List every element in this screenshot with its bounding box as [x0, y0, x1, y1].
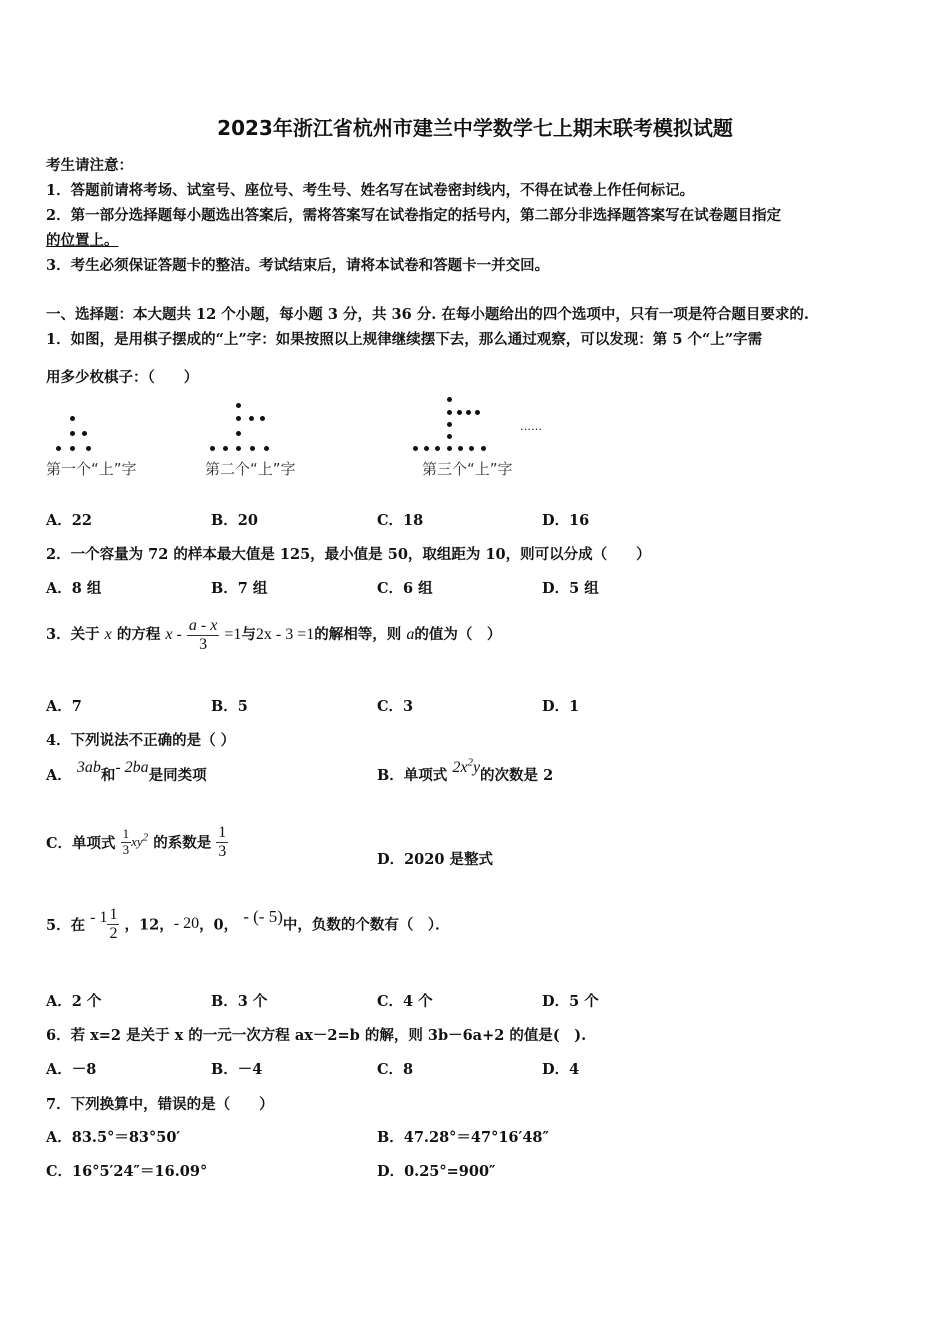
option-a: A．7 [46, 698, 82, 715]
option-c: C．单项式 $\frac{1}{3}$ $xy^2$ 的系数是 $\frac{1}{3}$ [46, 824, 227, 860]
option-a: A．8 组 [46, 580, 102, 597]
option-d: D．16 [542, 512, 590, 529]
option-d: D．5 组 [542, 580, 599, 597]
option-d: D．1 [542, 698, 580, 715]
option-d: D．0.25°=900″ [377, 1163, 496, 1180]
figure-caption: 第二个“上”字 [205, 460, 296, 478]
notice-item: 的位置上。 [46, 232, 119, 249]
option-b: B．3 个 [211, 993, 268, 1010]
notice-heading: 考生请注意： [46, 157, 133, 174]
option-b: B．47.28°＝47°16′48″ [377, 1129, 549, 1146]
option-a: A．83.5°＝83°50′ [46, 1129, 181, 1146]
option-b: B．5 [211, 698, 248, 715]
notice-item: 3．考生必须保证答题卡的整洁。考试结束后，请将本试卷和答题卡一并交回。 [46, 257, 550, 274]
figure-caption: 第一个“上”字 [46, 460, 137, 478]
option-d: D．4 [542, 1061, 580, 1078]
page-title: 2023年浙江省杭州市建兰中学数学七上期末联考模拟试题 [217, 116, 733, 140]
option-d: D．2020 是整式 [377, 851, 493, 868]
section-heading: 一、选择题：本大题共 12 个小题，每小题 3 分，共 36 分. 在每小题给出的四个选项中，只有一项是符合题目要求的. [46, 306, 809, 323]
notice-item: 1．答题前请将考场、试室号、座位号、考生号、姓名写在试卷密封线内，不得在试卷上作任何标记。 [46, 182, 695, 199]
question-1-text: 1．如图，是用棋子摆成的“上”字：如果按照以上规律继续摆下去，那么通过观察，可以发现：第 5 个“上”字需 [46, 331, 763, 348]
notice-item: 2．第一部分选择题每小题选出答案后，需将答案写在试卷指定的括号内，第二部分非选择题答案写在试卷题目指定 [46, 207, 782, 224]
option-a: A．22 [46, 512, 92, 529]
option-c: C．4 个 [377, 993, 433, 1010]
option-a: A． 3ab和- 2ba是同类项 [46, 759, 207, 784]
option-c: C．18 [377, 512, 424, 529]
option-c: C．16°5′24″＝16.09° [46, 1163, 208, 1180]
question-4-text: 4．下列说法不正确的是（ ） [46, 732, 236, 749]
option-c: C．8 [377, 1061, 414, 1078]
option-b: B．20 [211, 512, 258, 529]
option-b: B．－4 [211, 1061, 263, 1078]
question-2-text: 2．一个容量为 72 的样本最大值是 125，最小值是 50，取组距为 10，则可以分成（ ） [46, 546, 651, 563]
question-3-text: 3．关于 x 的方程 x - $\frac{a - x}{3}$ =1与2x - 3 =1的解相等，则 a的值为（ ） [46, 616, 502, 653]
option-b: B．7 组 [211, 580, 268, 597]
option-a: A．－8 [46, 1061, 97, 1078]
question-1-text: 用多少枚棋子：（ ） [46, 369, 199, 386]
question-6-text: 6．若 x=2 是关于 x 的一元一次方程 ax－2=b 的解，则 3b－6a+2 的值是( ). [46, 1027, 587, 1044]
option-a: A．2 个 [46, 993, 102, 1010]
option-c: C．3 [377, 698, 414, 715]
question-5-text: 5．在 - 1 $\frac{1}{2}$ ，12，- 20，0， - (- 5)中，负数的个数有（ ）． [46, 906, 450, 942]
option-d: D．5 个 [542, 993, 599, 1010]
option-b: B．单项式 $2x^2y$的次数是 2 [377, 756, 554, 784]
question-7-text: 7．下列换算中，错误的是（ ） [46, 1096, 274, 1113]
figure-caption: 第三个“上”字 [422, 460, 513, 478]
option-c: C．6 组 [377, 580, 433, 597]
figure-ellipsis: …… [520, 420, 542, 433]
